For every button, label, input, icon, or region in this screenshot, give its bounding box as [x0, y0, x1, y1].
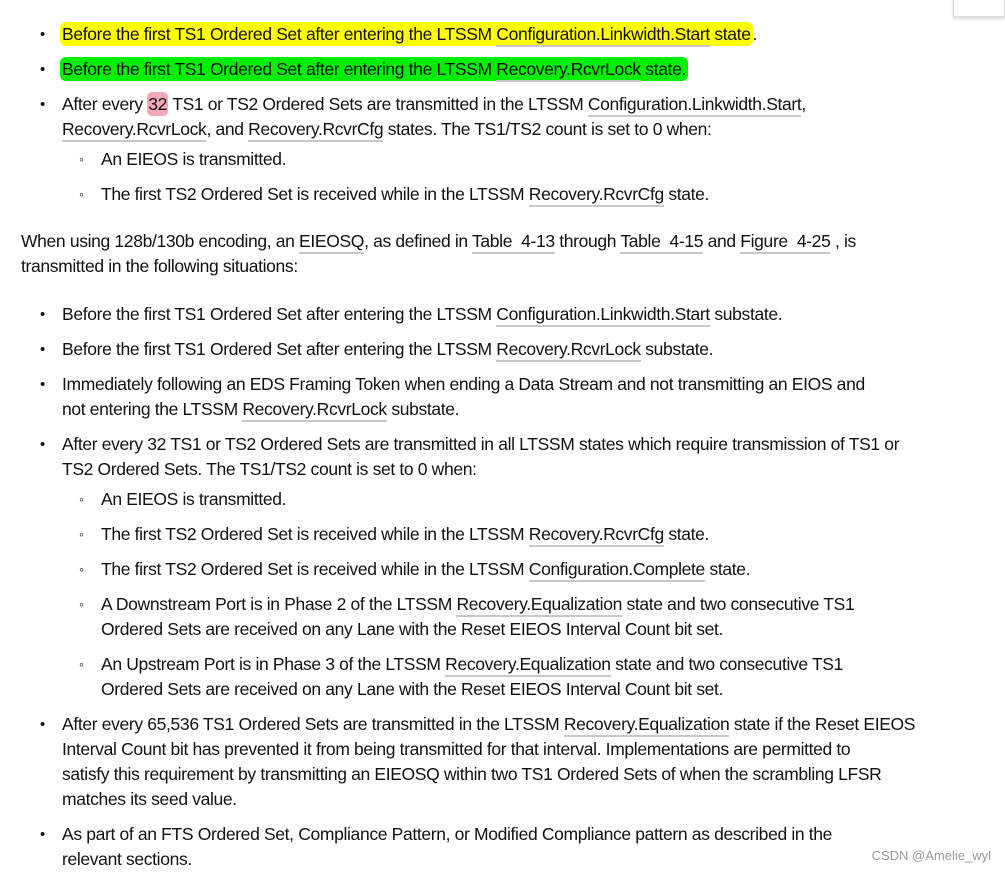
sub-list-item: [101, 522, 709, 547]
text: Ordered Sets are received on any Lane with the Reset EIEOS Interval Count bit set.: [101, 679, 724, 699]
floating-panel-edge: [953, 0, 1005, 17]
list-item: [62, 92, 806, 142]
list-item: [62, 712, 915, 812]
text: A Downstream Port is in Phase 2 of the LTSSM: [101, 594, 457, 614]
text: through: [554, 231, 621, 251]
link-figure-4-25[interactable]: Figure 4-25: [740, 231, 830, 254]
sub-list-item: [101, 652, 843, 702]
link-configuration-complete[interactable]: Configuration.Complete: [529, 559, 705, 582]
link-recovery-equalization[interactable]: Recovery.Equalization: [564, 714, 729, 737]
text: states. The TS1/TS2 count is set to 0 when:: [383, 119, 712, 139]
text: state: [709, 24, 751, 44]
highlight-pink: 32: [148, 94, 168, 114]
text: TS1 or TS2 Ordered Sets are transmitted in the LTSSM: [168, 94, 588, 114]
text: Immediately following an EDS Framing Token when ending a Data Stream and not transmitting an EIOS and: [62, 374, 865, 394]
text: not entering the LTSSM: [62, 399, 243, 419]
text: and: [703, 231, 741, 251]
text: Ordered Sets are received on any Lane with the Reset EIEOS Interval Count bit set.: [101, 619, 724, 639]
text: transmitted in the following situations:: [21, 256, 298, 276]
link-configuration-linkwidth-start[interactable]: Configuration.Linkwidth.Start: [496, 304, 710, 327]
link-table-4-13[interactable]: Table 4-13: [472, 231, 555, 254]
text: Before the first TS1 Ordered Set after entering the LTSSM: [62, 59, 497, 79]
list-item: [62, 337, 713, 362]
link-table-4-15[interactable]: Table 4-15: [620, 231, 703, 254]
link-recovery-rcvrlock[interactable]: Recovery.RcvrLock: [496, 59, 640, 82]
text: An Upstream Port is in Phase 3 of the LTSSM: [101, 654, 446, 674]
text: state.: [640, 59, 686, 79]
list-item: [62, 372, 865, 422]
text: After every: [62, 94, 148, 114]
list-item: [62, 22, 757, 47]
text: substate.: [640, 339, 714, 359]
text: The first TS2 Ordered Set is received while in the LTSSM: [101, 184, 529, 204]
text: TS2 Ordered Sets. The TS1/TS2 count is set to 0 when:: [62, 459, 477, 479]
text: As part of an FTS Ordered Set, Compliance Pattern, or Modified Compliance pattern as described in the: [62, 824, 833, 844]
link-recovery-rcvrlock[interactable]: Recovery.RcvrLock: [496, 339, 640, 362]
sub-list-item: [101, 557, 750, 582]
paragraph: [21, 229, 856, 279]
text: , and: [206, 119, 249, 139]
text: matches its seed value.: [62, 789, 237, 809]
text: Before the first TS1 Ordered Set after entering the LTSSM: [62, 339, 497, 359]
list-item: [62, 432, 899, 482]
text: state.: [663, 524, 710, 544]
text: , as defined in: [364, 231, 472, 251]
link-recovery-equalization[interactable]: Recovery.Equalization: [456, 594, 621, 617]
text: state and two consecutive TS1: [610, 654, 844, 674]
text: When using 128b/130b encoding, an: [21, 231, 300, 251]
text: , is: [830, 231, 856, 251]
link-recovery-rcvrcfg[interactable]: Recovery.RcvrCfg: [248, 119, 383, 142]
list-item: [62, 57, 688, 82]
text: state if the Reset EIEOS: [729, 714, 916, 734]
watermark: CSDN @Amelie_wyl: [871, 848, 991, 863]
text: state.: [704, 559, 751, 579]
link-recovery-equalization[interactable]: Recovery.Equalization: [445, 654, 610, 677]
text: substate.: [386, 399, 460, 419]
link-eieosq[interactable]: EIEOSQ: [299, 231, 364, 254]
text: ,: [801, 94, 806, 114]
text: substate.: [709, 304, 783, 324]
link-recovery-rcvrcfg[interactable]: Recovery.RcvrCfg: [529, 184, 664, 207]
highlight-green: [60, 57, 688, 81]
text: Before the first TS1 Ordered Set after entering the LTSSM: [62, 304, 497, 324]
link-configuration-linkwidth-start[interactable]: Configuration.Linkwidth.Start: [588, 94, 802, 117]
link-configuration-linkwidth-start[interactable]: Configuration.Linkwidth.Start: [496, 24, 710, 47]
text: Interval Count bit has prevented it from being transmitted for that interval. Implementations are permitted to: [62, 739, 851, 759]
text: state.: [663, 184, 710, 204]
list-item: [62, 822, 832, 872]
text: The first TS2 Ordered Set is received while in the LTSSM: [101, 524, 529, 544]
highlight-yellow: [60, 22, 753, 46]
text: After every 32 TS1 or TS2 Ordered Sets are transmitted in all LTSSM states which require transmission of TS1 or: [62, 434, 900, 454]
sub-list-item: [101, 182, 709, 207]
sub-list-item: ◦ An EIEOS is transmitted.: [101, 147, 286, 172]
text: The first TS2 Ordered Set is received while in the LTSSM: [101, 559, 529, 579]
list-item: [62, 302, 782, 327]
text: After every 65,536 TS1 Ordered Sets are transmitted in the LTSSM: [62, 714, 564, 734]
text: state and two consecutive TS1: [621, 594, 855, 614]
text: Before the first TS1 Ordered Set after entering the LTSSM: [62, 24, 497, 44]
link-recovery-rcvrlock[interactable]: Recovery.RcvrLock: [242, 399, 386, 422]
text: satisfy this requirement by transmitting an EIEOSQ within two TS1 Ordered Sets of when the scrambling LFSR: [62, 764, 882, 784]
link-recovery-rcvrcfg[interactable]: Recovery.RcvrCfg: [529, 524, 664, 547]
text: .: [752, 24, 758, 44]
text: relevant sections.: [62, 849, 192, 869]
sub-list-item: [101, 592, 854, 642]
sub-list-item: ◦ An EIEOS is transmitted.: [101, 487, 286, 512]
link-recovery-rcvrlock[interactable]: Recovery.RcvrLock: [62, 119, 206, 142]
